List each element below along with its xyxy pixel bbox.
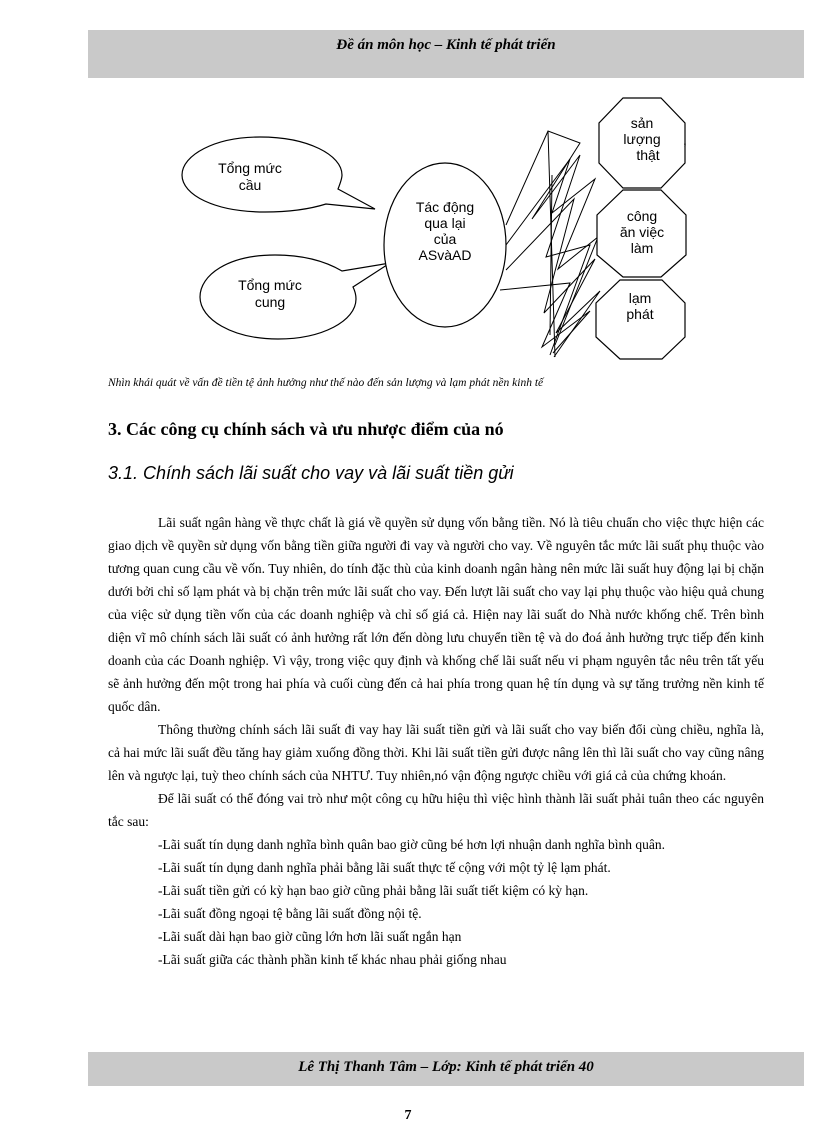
oct3-line2: phát xyxy=(626,306,654,322)
rule-item: -Lãi suất giữa các thành phần kinh tế khác nhau phải giống nhau xyxy=(158,952,507,967)
center-line3: của xyxy=(433,231,457,247)
connector-lines xyxy=(500,131,600,357)
section-heading: 3. Các công cụ chính sách và ưu nhược điểm của nó xyxy=(108,419,504,439)
footer-author: Lê Thị Thanh Tâm – Lớp: Kinh tế phát triển 40 xyxy=(298,1059,594,1075)
center-line2: qua lại xyxy=(424,215,466,231)
rule-item: -Lãi suất đồng ngoại tệ bằng lãi suất đồng nội tệ. xyxy=(158,906,422,921)
header-band xyxy=(88,30,804,78)
paragraph: Để lãi suất có thể đóng vai trò như một công cụ hữu hiệu thì việc hình thành lãi suất phải tuân theo các nguyên tắc sau: xyxy=(108,791,764,829)
bubble-top-line2: cầu xyxy=(238,177,262,193)
center-line1: Tác động xyxy=(415,199,475,215)
oct1-line1: sản xyxy=(630,115,654,131)
rule-item: -Lãi suất tiền gửi có kỳ hạn bao giờ cũng phải bằng lãi suất tiết kiệm có kỳ hạn. xyxy=(158,883,589,898)
page-number: 7 xyxy=(404,1108,412,1123)
center-line4: ASvàAD xyxy=(418,247,472,263)
oct2-line1: công xyxy=(626,208,658,224)
bubble-bottom-line1: Tổng mức xyxy=(238,277,302,293)
paragraph: Lãi suất ngân hàng về thực chất là giá về quyền sử dụng vốn bằng tiền. Nó là tiêu chuẩn cho việc thực hiện các giao dịch về quyền sử dụng vốn bằng tiền giữa người đi vay và người cho vay. Về nguyên tắc mức lãi suất phụ thuộc vào tương quan cung cầu về vốn. Tuy nhiên, do tính đặc thù của kinh doanh ngân hàng nên mức lãi suất huy động lại bị chặn dưới bởi chỉ số lạm phát và bị chặn trên mức lãi suất cho vay. Đến lượt lãi suất cho vay lại phụ thuộc vào hiệu quả chung của việc sử dụng tiền vốn của các doanh nghiệp và chỉ số giá cả. Hiện nay lãi suất do Nhà nước khống chế. Trên bình diện vĩ mô chính sách lãi suất có ảnh hưởng rất lớn đến dòng lưu chuyển tiền tệ và do đoá ảnh hưởng trực tiếp đến kinh doanh của các Doanh nghiệp. Vì vậy, trong việc quy định và khống chế lãi suất nếu vi phạm nguyên tắc nêu trên tất yếu sẽ ảnh hưởng đến một trong hai phía và cuối cùng đến cả hai phía trong quan hệ tín dụng và sự tăng trưởng nền kinh tế quốc dân. xyxy=(108,515,764,714)
body-text xyxy=(108,511,764,971)
rule-item: -Lãi suất tín dụng danh nghĩa phải bằng lãi suất thực tế cộng với một tỷ lệ lạm phát. xyxy=(158,860,611,875)
figure-caption: Nhìn khái quát về vấn đề tiền tệ ảnh hưởng như thế nào đến sản lượng và lạm phát nền kinh tế xyxy=(108,377,544,389)
oct2-line2: ăn việc xyxy=(619,224,665,240)
bubble-bottom-line2: cung xyxy=(254,294,286,310)
oct1-line3: thật xyxy=(636,147,660,163)
header-title: Đề án môn học – Kinh tế phát triển xyxy=(336,37,556,53)
section-subheading: 3.1. Chính sách lãi suất cho vay và lãi suất tiền gửi xyxy=(108,463,514,483)
oct1-line2: lượng xyxy=(623,131,661,147)
bubble-aggregate-supply xyxy=(200,255,390,339)
bubble-top-line1: Tổng mức xyxy=(218,160,282,176)
rule-item: -Lãi suất dài hạn bao giờ cũng lớn hơn lãi suất ngắn hạn xyxy=(158,929,462,944)
oct3-line1: lạm xyxy=(628,290,652,306)
diagram xyxy=(170,95,710,365)
footer-band xyxy=(88,1052,804,1086)
oct2-line3: làm xyxy=(630,240,654,256)
rule-item: -Lãi suất tín dụng danh nghĩa bình quân bao giờ cũng bé hơn lợi nhuận danh nghĩa bình quân. xyxy=(158,837,665,852)
oct1-mark: , xyxy=(683,132,687,148)
paragraph: Thông thường chính sách lãi suất đi vay hay lãi suất tiền gửi và lãi suất cho vay biến đổi cùng chiều, nghĩa là, cả hai mức lãi suất đều tăng hay giảm xuống đồng thời. Khi lãi suất tiền gửi được nâng lên thì lãi suất cho vay cũng nâng lên và ngược lại, tuỳ theo chính sách của NHTƯ. Tuy nhiên,nó vận động ngược chiều với giá cả của chứng khoán. xyxy=(108,722,764,783)
